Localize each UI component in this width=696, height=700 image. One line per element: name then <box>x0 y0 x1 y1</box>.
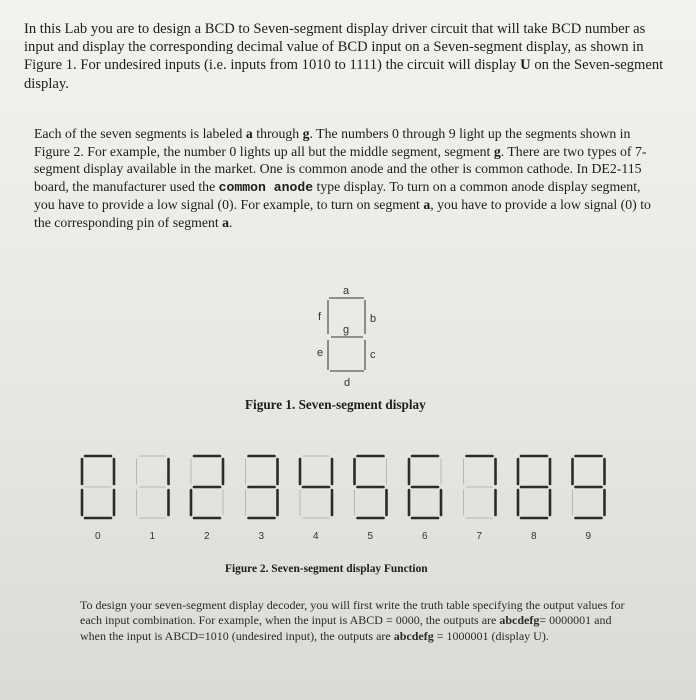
digit-8-label: 8 <box>531 531 537 542</box>
digit-1-label: 1 <box>149 531 156 542</box>
digit-4-label: 4 <box>313 531 319 542</box>
digit-2-label: 2 <box>204 531 210 542</box>
digit-3-label: 3 <box>258 531 265 542</box>
segment-g-label: g <box>343 324 350 336</box>
digit-8-display <box>518 456 550 542</box>
digit-0-label: 0 <box>95 531 101 542</box>
segment-c-label: c <box>370 349 376 361</box>
figure2-digit-row <box>82 456 605 542</box>
digit-9-display <box>573 456 605 542</box>
digit-6-label: 6 <box>422 531 428 542</box>
figure2-caption: Figure 2. Seven-segment display Function <box>225 563 428 575</box>
segments-paragraph: Each of the seven segments is labeled a through g. The numbers 0 through 9 light up the segments shown in Figure 2. For example, the number 0 lights up all but the middle segment, segment g. There are two types of 7-segment display available in the market. One is common anode and the other is common cathode. In DE2-115 board, the manufacturer used the common anode type display. To turn on a common anode display segment, you have to provide a low signal (0). For example, to turn on segment a, you have to provide a low signal (0) to the corresponding pin of segment a. <box>34 126 651 230</box>
digit-3-display <box>246 456 278 542</box>
digit-2-display <box>191 456 223 542</box>
figure1-caption: Figure 1. Seven-segment display <box>245 397 426 412</box>
digit-7-label: 7 <box>476 531 483 542</box>
segment-d-label: d <box>344 377 351 389</box>
design-paragraph: To design your seven-segment display decoder, you will first write the truth table specifying the output values for each input combination. For example, when the input is ABCD = 0000, the outputs are abcdefg= 0000001 and when the input is ABCD=1010 (undesired input), the outputs are abcdefg = 1000001 (display U). <box>80 598 625 643</box>
digit-0-display <box>82 456 114 542</box>
segment-b-label: b <box>370 313 377 325</box>
digit-7-display <box>464 456 496 542</box>
digit-6-display <box>409 456 441 542</box>
digit-9-label: 9 <box>585 531 592 542</box>
digit-4-display <box>300 456 332 542</box>
digit-1-display <box>137 456 169 542</box>
segment-f-label: f <box>318 311 322 323</box>
intro-paragraph: In this Lab you are to design a BCD to Seven-segment display driver circuit that will take BCD number as input and display the corresponding decimal value of BCD input on a Seven-segment display, as shown in Figure 1. For undesired inputs (i.e. inputs from 1010 to 1111) the circuit will display U on the Seven-segment display. <box>24 21 664 92</box>
digit-5-display <box>355 456 387 542</box>
segment-a-label: a <box>343 285 350 297</box>
segment-e-label: e <box>317 347 324 359</box>
digit-5-label: 5 <box>367 531 374 542</box>
